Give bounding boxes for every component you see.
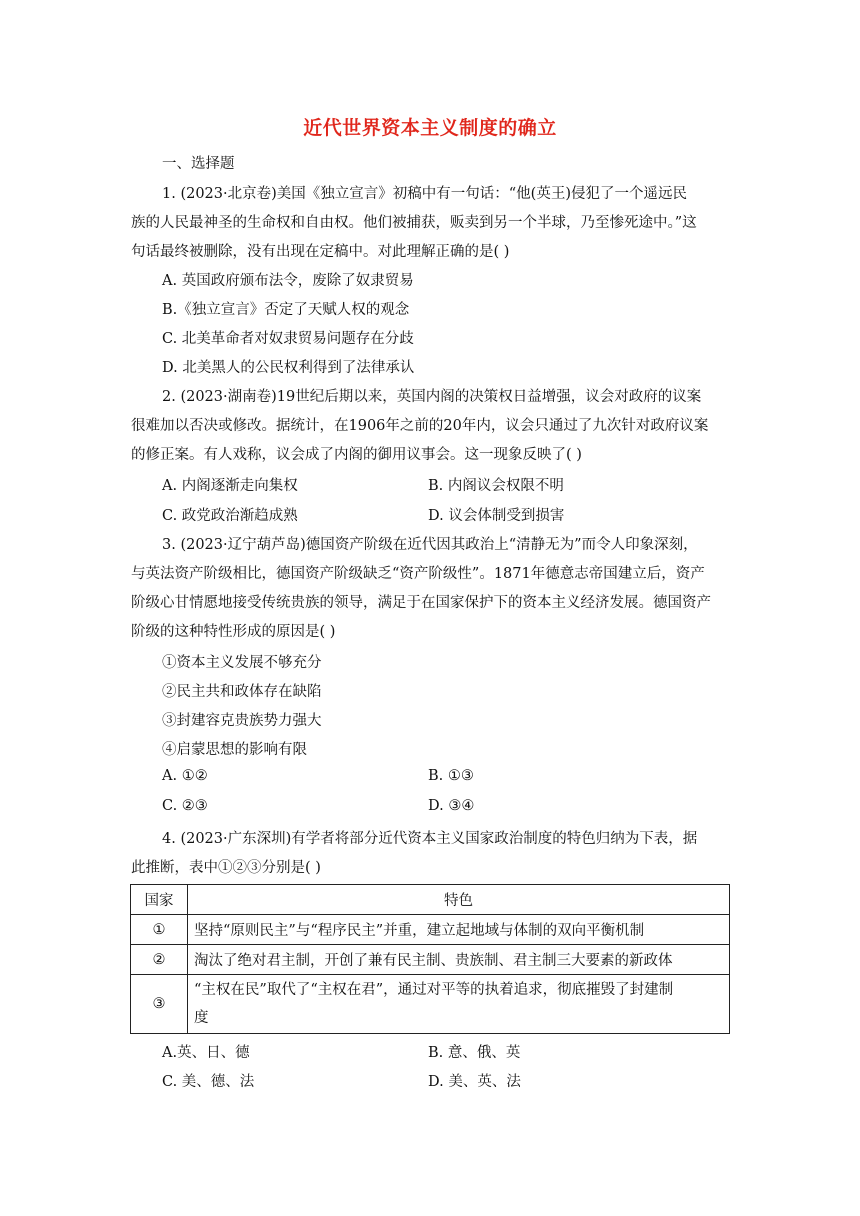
table-row xyxy=(131,915,730,945)
question-2-text: 很难加以否决或修改。据统计，在1906年之前的20年内，议会只通过了九次针对政府议案 xyxy=(131,418,709,434)
table-header-feature: 特色 xyxy=(188,885,730,915)
question-2-option-a[interactable]: A. 内阁逐渐走向集权 xyxy=(162,478,298,494)
question-2-text: 2. (2023·湖南卷)19世纪后期以来，英国内阁的决策权日益增强，议会对政府的议案 xyxy=(162,389,702,405)
table-cell-country: ① xyxy=(131,915,188,945)
question-2-option-c[interactable]: C. 政党政治渐趋成熟 xyxy=(162,508,298,524)
question-1-option-c[interactable]: C. 北美革命者对奴隶贸易问题存在分歧 xyxy=(162,331,414,347)
table-cell-feature: 淘汰了绝对君主制，开创了兼有民主制、贵族制、君主制三大要素的新政体 xyxy=(188,945,730,975)
section-heading: 一、选择题 xyxy=(162,156,235,172)
table-row xyxy=(131,945,730,975)
table-row xyxy=(131,975,730,1034)
country-features-table xyxy=(130,884,730,1034)
question-2-option-b[interactable]: B. 内阁议会权限不明 xyxy=(428,478,564,494)
table-cell-feature-line: “主权在民”取代了“主权在君”，通过对平等的执着追求，彻底摧毁了封建制 xyxy=(194,982,674,998)
table-header-row xyxy=(131,885,730,915)
question-4-option-d[interactable]: D. 美、英、法 xyxy=(428,1074,521,1090)
table-cell-feature-line: 度 xyxy=(194,1010,209,1026)
question-3-text: 阶级的这种特性形成的原因是( ) xyxy=(131,624,336,640)
table-header-country: 国家 xyxy=(131,885,188,915)
question-4-option-b[interactable]: B. 意、俄、英 xyxy=(428,1045,521,1061)
question-3-option-a[interactable]: A. ①② xyxy=(162,768,208,784)
table-cell-feature xyxy=(188,975,730,1034)
question-4-text: 4. (2023·广东深圳)有学者将部分近代资本主义国家政治制度的特色归纳为下表，据 xyxy=(162,831,698,847)
question-1-text: 族的人民最神圣的生命权和自由权。他们被捕获，贩卖到另一个半球，乃至惨死途中。”这 xyxy=(131,215,697,231)
question-1-option-a[interactable]: A. 英国政府颁布法令，废除了奴隶贸易 xyxy=(162,273,414,289)
question-3-text: 阶级心甘情愿地接受传统贵族的领导，满足于在国家保护下的资本主义经济发展。德国资产 xyxy=(131,595,711,611)
question-3-item-3: ③封建容克贵族势力强大 xyxy=(162,713,322,729)
question-3-item-1: ①资本主义发展不够充分 xyxy=(162,655,322,671)
table-cell-feature: 坚持“原则民主”与“程序民主”并重，建立起地域与体制的双向平衡机制 xyxy=(188,915,730,945)
question-3-item-2: ②民主共和政体存在缺陷 xyxy=(162,684,322,700)
question-1-option-b[interactable]: B.《独立宣言》否定了天赋人权的观念 xyxy=(162,302,410,318)
question-4-option-c[interactable]: C. 美、德、法 xyxy=(162,1074,255,1090)
document-title: 近代世界资本主义制度的确立 xyxy=(303,117,557,139)
table-cell-country: ③ xyxy=(131,975,188,1034)
question-3-text: 与英法资产阶级相比，德国资产阶级缺乏“资产阶级性”。1871年德意志帝国建立后，资产 xyxy=(131,566,705,582)
question-1-text: 句话最终被删除，没有出现在定稿中。对此理解正确的是( ) xyxy=(131,244,510,260)
question-1-text: 1. (2023·北京卷)美国《独立宣言》初稿中有一句话：“他(英王)侵犯了一个遥远民 xyxy=(162,186,687,202)
question-3-item-4: ④启蒙思想的影响有限 xyxy=(162,742,307,758)
question-2-text: 的修正案。有人戏称，议会成了内阁的御用议事会。这一现象反映了( ) xyxy=(131,447,582,463)
question-3-option-b[interactable]: B. ①③ xyxy=(428,768,474,784)
question-4-text: 此推断，表中①②③分别是( ) xyxy=(131,860,321,876)
question-4-option-a[interactable]: A.英、日、德 xyxy=(162,1045,250,1061)
question-2-option-d[interactable]: D. 议会体制受到损害 xyxy=(428,508,565,524)
question-1-option-d[interactable]: D. 北美黑人的公民权利得到了法律承认 xyxy=(162,360,415,376)
question-3-option-c[interactable]: C. ②③ xyxy=(162,798,208,814)
table-cell-country: ② xyxy=(131,945,188,975)
question-3-option-d[interactable]: D. ③④ xyxy=(428,798,475,814)
question-3-text: 3. (2023·辽宁葫芦岛)德国资产阶级在近代因其政治上“清静无为”而令人印象深刻， xyxy=(162,537,698,553)
